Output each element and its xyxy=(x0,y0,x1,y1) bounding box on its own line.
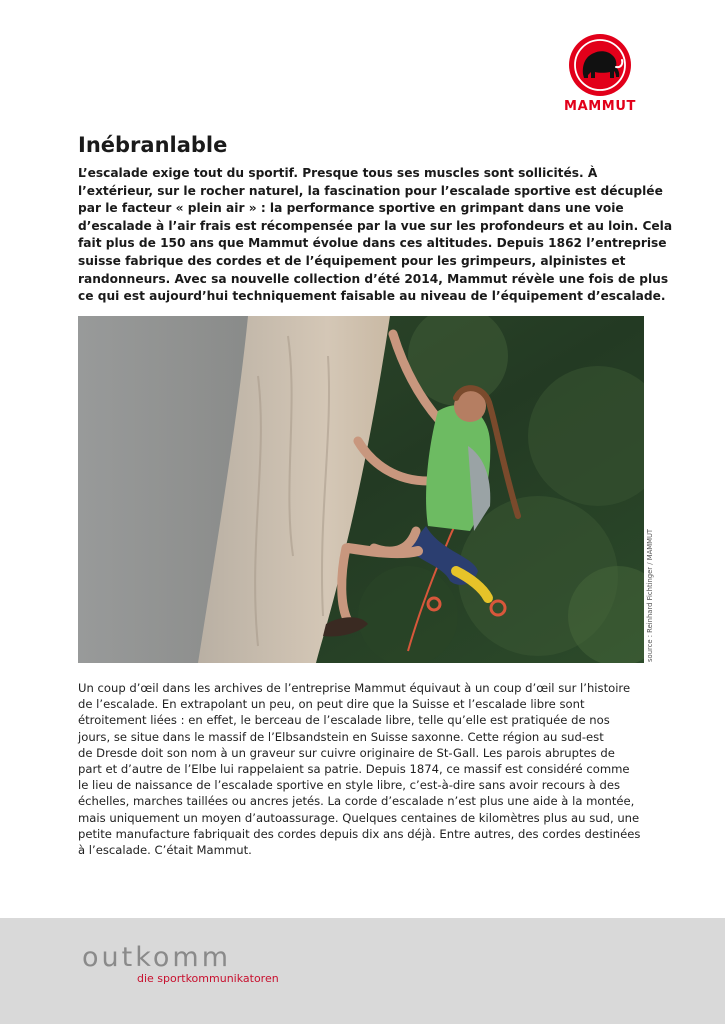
lead-line: L’escalade exige tout du sportif. Presque tous ses muscles sont sollicités. À xyxy=(78,166,598,180)
mammut-wordmark: MAMMUT xyxy=(564,99,636,114)
lead-line: randonneurs. Avec sa nouvelle collection d’été 2014, Mammut révèle une fois de plus xyxy=(78,271,669,286)
mammut-logo xyxy=(550,30,650,114)
body-line: de l’escalade. En extrapolant un peu, on peut dire que la Suisse et l’escalade libre sont xyxy=(78,697,585,712)
lead-paragraph xyxy=(78,165,673,306)
photo-credit: source : Reinhard Fichtinger / MAMMUT xyxy=(646,528,654,662)
body-line: étroitement liées : en effet, le berceau de l’escalade libre, telle qu’elle est pratiquée de nos xyxy=(78,713,610,728)
body-line: à l’escalade. C’était Mammut. xyxy=(78,843,252,858)
lead-line: d’escalade à l’air frais est récompensée par la vue sur les profondeurs et au loin. Cela xyxy=(78,218,673,233)
lead-line: l’extérieur, sur le rocher naturel, la fascination pour l’escalade sportive est décuplée xyxy=(78,183,663,198)
lead-line: par le facteur « plein air » : la performance sportive en grimpant dans une voie xyxy=(78,201,624,216)
body-line: de Dresde doit son nom à un graveur sur cuivre originaire de St-Gall. Les parois abruptes de xyxy=(78,745,615,760)
climber-photo xyxy=(78,316,644,663)
mammoth-icon xyxy=(569,34,631,96)
lead-line: ce qui est aujourd’hui techniquement faisable au niveau de l’équipement d’escalade. xyxy=(78,289,666,304)
body-line: le lieu de naissance de l’escalade sportive en style libre, c’est-à-dire sans avoir recours à des xyxy=(78,778,621,793)
lead-line: fait plus de 150 ans que Mammut évolue dans ces altitudes. Depuis 1862 l’entreprise xyxy=(78,236,667,251)
body-line: part et d’autre de l’Elbe lui rappelaient sa patrie. Depuis 1874, ce massif est considéré comme xyxy=(78,762,630,777)
body-line: petite manufacture fabriquait des cordes depuis dix ans déjà. Entre autres, des cordes destinées xyxy=(78,826,641,841)
body-line: mais uniquement un moyen d’autoassurage. Quelques centaines de kilomètres plus au sud, une xyxy=(78,810,640,825)
body-paragraph xyxy=(78,680,648,858)
body-line: Un coup d’œil dans les archives de l’entreprise Mammut équivaut à un coup d’œil sur l’histoire xyxy=(78,681,631,695)
body-line: échelles, marches taillées ou ancres jetés. La corde d’escalade n’est plus une aide à la montée, xyxy=(78,794,635,809)
outkomm-tagline: die sportkommunikatoren xyxy=(137,972,279,985)
body-line: jours, se situe dans le massif de l’Elbsandstein en Suisse saxonne. Cette région au sud-est xyxy=(78,729,604,744)
outkomm-wordmark: outkomm xyxy=(82,942,232,973)
outkomm-logo xyxy=(82,942,282,992)
lead-line: suisse fabrique des cordes et de l’équipement pour les grimpeurs, alpinistes et xyxy=(78,253,626,268)
footer-band xyxy=(0,918,725,1024)
article-title: Inébranlable xyxy=(78,133,228,157)
